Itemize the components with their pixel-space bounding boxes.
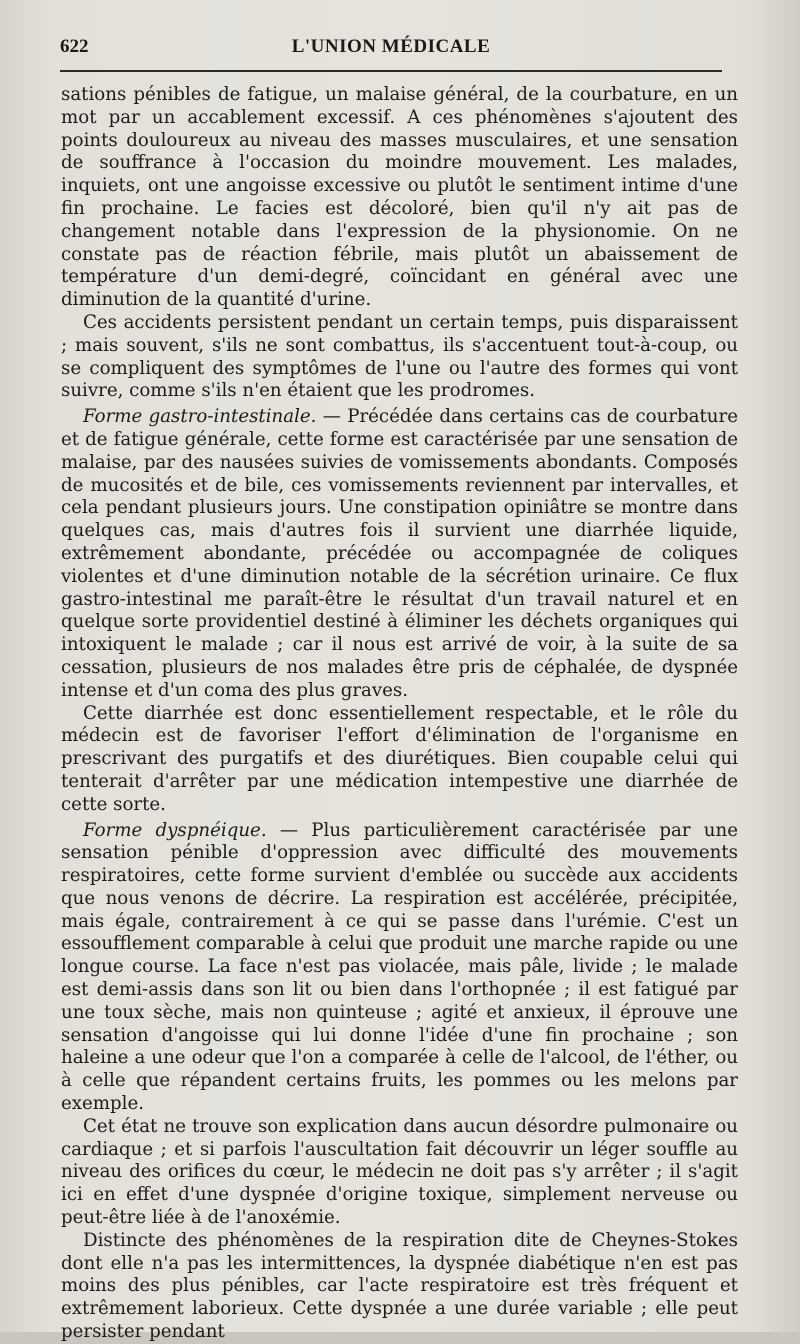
page-number: 622 bbox=[60, 36, 89, 57]
article-body bbox=[61, 84, 738, 1344]
paragraph bbox=[61, 1230, 738, 1344]
page-header bbox=[60, 36, 722, 68]
paragraph bbox=[61, 1116, 738, 1230]
paragraph bbox=[61, 84, 738, 312]
paragraph bbox=[61, 703, 738, 817]
paragraph bbox=[61, 312, 738, 403]
section-heading: Forme gastro-intestinale. bbox=[83, 406, 317, 428]
paragraph-text: Cet état ne trouve son explication dans aucun désordre pulmonaire ou cardiaque ; et si parfois l'auscultation fait découvrir un léger souffle au niveau des orifices du cœur, le médecin ne doit pas s'y arrêter ; il s'agit ici en effet d'une dyspnée d'origine toxique, simplement nerveuse ou peut-être liée à de l'anoxémie. bbox=[61, 1115, 738, 1229]
section-paragraph-dyspneique bbox=[61, 820, 738, 1116]
section-heading: Forme dyspnéique. bbox=[83, 819, 267, 841]
section-paragraph-gastro-intestinale bbox=[61, 406, 738, 702]
running-title: L'UNION MÉDICALE bbox=[291, 36, 491, 57]
paragraph-text: Ces accidents persistent pendant un certain temps, puis disparaissent ; mais souvent, s'ils ne sont combattus, ils s'accentuent tout-à-coup, ou se compliquent des symptômes de l'une ou l'autre des formes qui vont suivre, comme s'ils n'en étaient que les prodromes. bbox=[61, 311, 738, 402]
paragraph-text: — Plus particulièrement caractérisée par une sensation pénible d'oppression avec difficulté des mouvements respiratoires, cette forme survient d'emblée ou succède aux accidents que nous venons de décrire. La respiration est accélérée, précipitée, mais égale, contrairement à ce qui se passe dans l'urémie. C'est un essoufflement comparable à celui que produit une marche rapide ou une longue course. La face n'est pas violacée, mais pâle, livide ; le malade est demi-assis dans son lit ou bien dans l'orthopnée ; il est fatigué par une toux sèche, mais non quinteuse ; agité et anxieux, il éprouve une sensation d'angoisse qui lui donne l'idée d'une fin prochaine ; son haleine a une odeur que l'on a comparée à celle de l'alcool, de l'éther, ou à celle que répandent certains fruits, les pommes ou les melons par exemple. bbox=[61, 819, 738, 1115]
paragraph-text: Distincte des phénomènes de la respiration dite de Cheynes-Stokes dont elle n'a pas les intermittences, la dyspnée diabétique n'en est pas moins des plus pénibles, car l'acte respiratoire est très fréquent et extrêmement laborieux. Cette dyspnée a une durée variable ; elle peut persister pendant bbox=[61, 1229, 738, 1343]
paragraph-text: — Précédée dans certains cas de courbature et de fatigue générale, cette forme est caractérisée par une sensation de malaise, par des nausées suivies de vomissements abondants. Composés de mucosités et de bile, ces vomissements reviennent par intervalles, et cela pendant plusieurs jours. Une constipation opiniâtre se montre dans quelques cas, mais d'autres fois il survient une diarrhée liquide, extrêmement abondante, précédée ou accompagnée de coliques violentes et d'une diminution notable de la sécrétion urinaire. Ce flux gastro-intestinal me paraît-être le résultat d'un travail naturel et en quelque sorte providentiel destiné à éliminer les déchets organiques qui intoxiquent le malade ; car il nous est arrivé de voir, à la suite de sa cessation, plusieurs de nos malades être pris de céphalée, de dyspnée intense et d'un coma des plus graves. bbox=[61, 406, 738, 701]
paragraph-text: Cette diarrhée est donc essentiellement respectable, et le rôle du médecin est de favoriser l'effort d'élimination de l'organisme en prescrivant des purgatifs et des diurétiques. Bien coupable celui qui tenterait d'arrêter par une médication intempestive une diarrhée de cette sorte. bbox=[61, 702, 738, 815]
header-rule bbox=[60, 70, 722, 72]
paragraph-text: sations pénibles de fatigue, un malaise général, de la courbature, en un mot par un accablement excessif. A ces phénomènes s'ajoutent des points douloureux au niveau des masses musculaires, et une sensation de souffrance à l'occasion du moindre mouvement. Les malades, inquiets, ont une angoisse excessive ou plutôt le sentiment intime d'une fin prochaine. Le facies est décoloré, bien qu'il n'y ait pas de changement notable dans l'expression de la physionomie. On ne constate pas de réaction fébrile, mais plutôt un abaissement de température d'un demi-degré, coïncidant en général avec une diminution de la quantité d'urine. bbox=[61, 84, 738, 311]
